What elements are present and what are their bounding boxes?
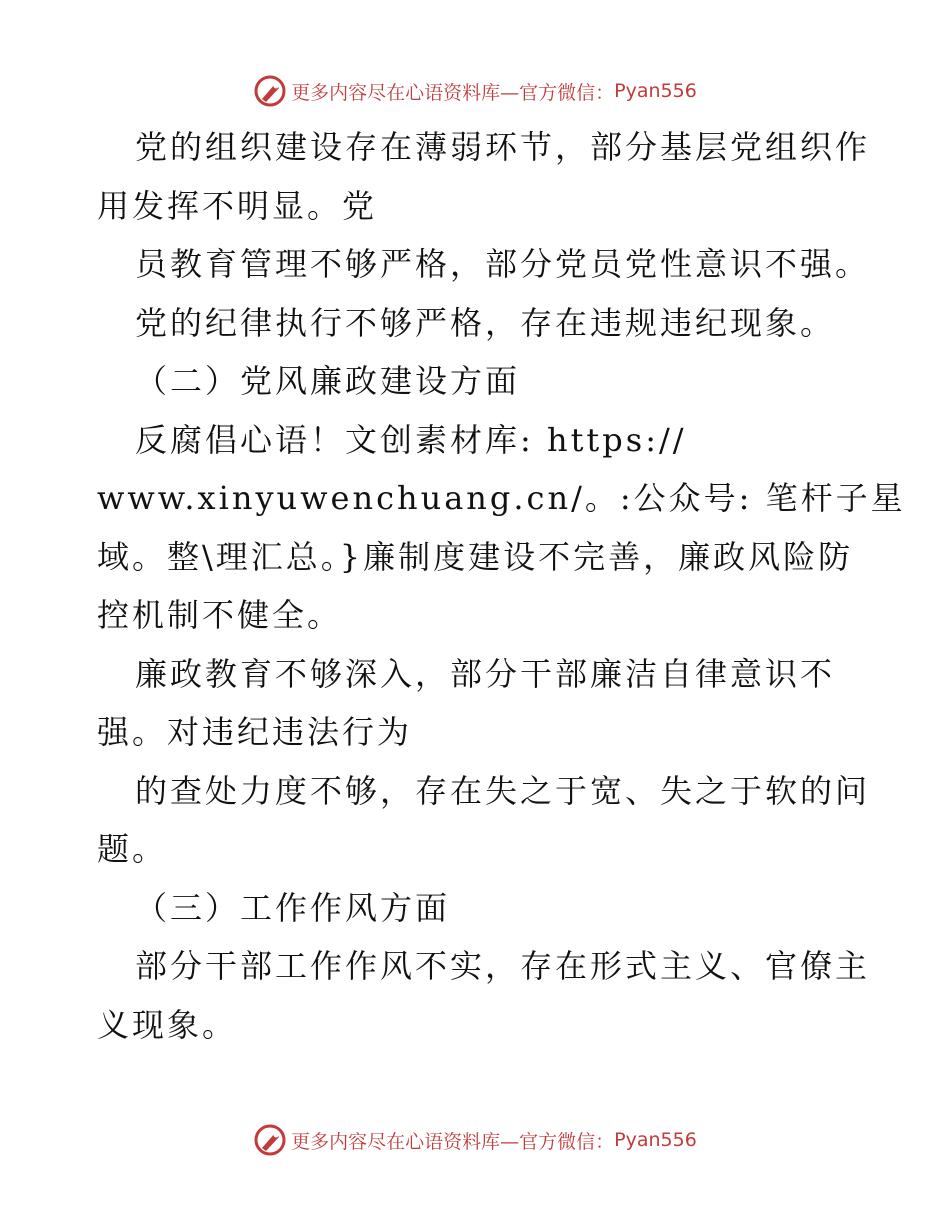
watermark-text: 更多内容尽在心语资料库—官方微信： (291, 1130, 615, 1153)
wechat-id: Pyan556 (614, 1129, 697, 1151)
section-heading: （三）工作作风方面 (135, 888, 451, 927)
paragraph-line: 用发挥不明显。党 (97, 186, 378, 225)
watermark-text: 更多内容尽在心语资料库—官方微信： (291, 81, 615, 104)
pen-nib-logo-icon (253, 1123, 287, 1157)
wechat-id: Pyan556 (614, 80, 697, 102)
paragraph-line: 强。对违纪违法行为 (97, 713, 413, 751)
paragraph-line: 控机制不健全。 (97, 596, 343, 634)
section-heading: （二）党风廉政建设方面 (135, 362, 521, 400)
paragraph-line: 义现象。 (97, 1005, 238, 1044)
header-watermark (0, 71, 950, 111)
paragraph-line: www.xinyuwenchuang.cn/。:公众号: 笔杆子星 (97, 479, 906, 517)
paragraph-line: 题。 (97, 830, 168, 868)
paragraph-line: 党的纪律执行不够严格，存在违规违纪现象。 (135, 303, 836, 342)
document-body (97, 118, 906, 1054)
paragraph-line: 的查处力度不够，存在失之于宽、失之于软的问 (135, 771, 871, 810)
pen-nib-logo-icon (253, 74, 287, 108)
paragraph-line: 部分干部工作作风不实，存在形式主义、官僚主 (135, 947, 871, 985)
paragraph-line: 员教育管理不够严格，部分党员党性意识不强。 (135, 245, 871, 283)
paragraph-line: 廉政教育不够深入，部分干部廉洁自律意识不 (135, 654, 836, 693)
paragraph-line: 域。整\理汇总。}廉制度建设不完善，廉政风险防 (97, 537, 854, 576)
paragraph-line: 反腐倡心语！文创素材库: https:// (135, 420, 687, 459)
paragraph-line: 党的组织建设存在薄弱环节，部分基层党组织作 (135, 128, 871, 166)
footer-watermark (0, 1120, 950, 1160)
